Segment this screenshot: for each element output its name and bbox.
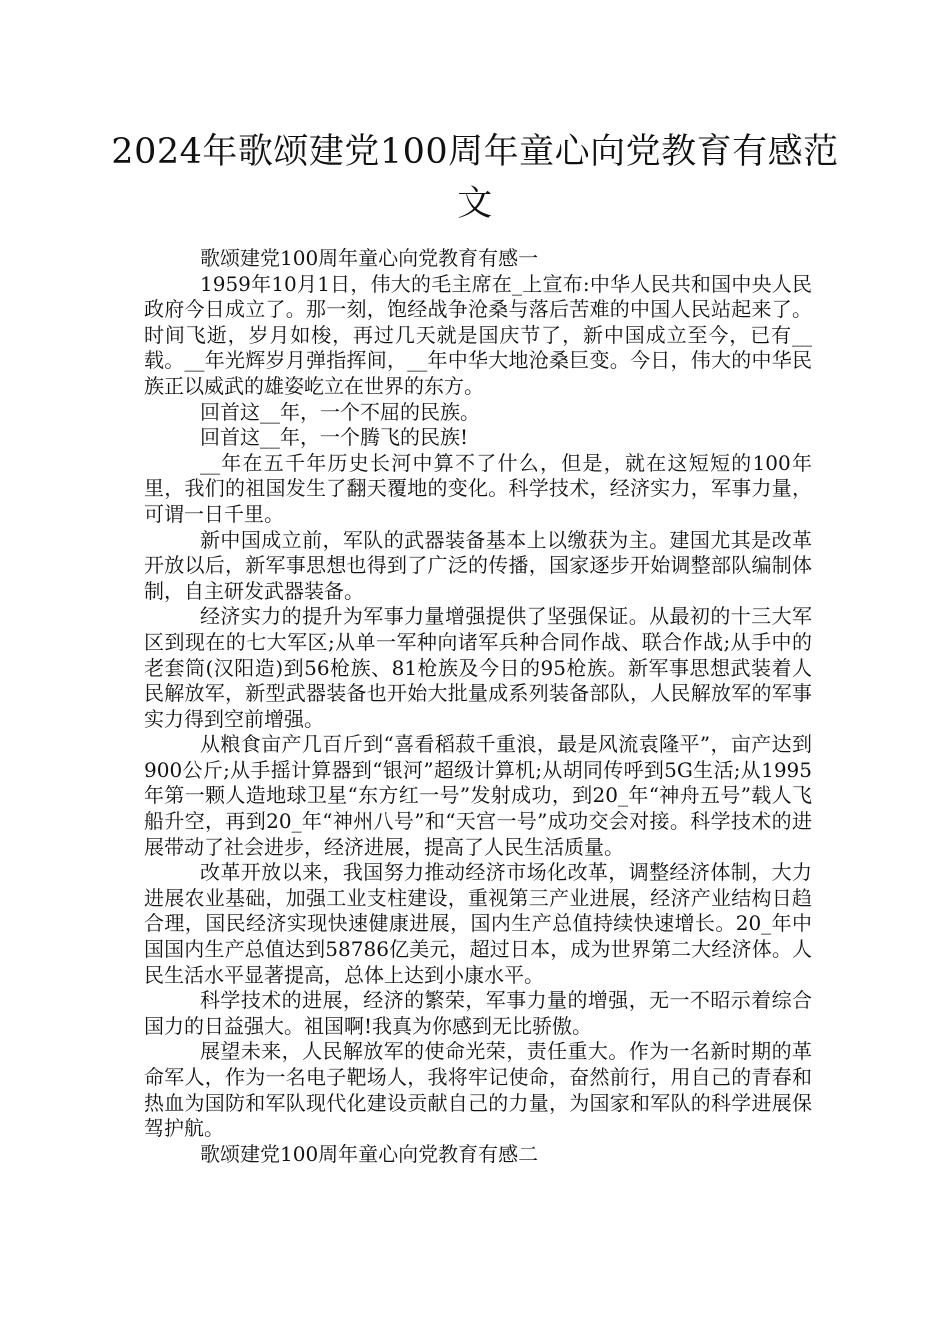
section-heading-1: 歌颂建党100周年童心向党教育有感一: [200, 246, 539, 270]
paragraph: 1959年10月1日，伟大的毛主席在_上宣布:中华人民共和国中央人民政府今日成立了。那一刻，饱经战争沧桑与落后苦难的中国人民站起来了。时间飞逝，岁月如梭，再过几天就是国庆节了，新中国成立至今，已有__载。__年光辉岁月弹指挥间，__年中华大地沧桑巨变。今日，伟大的中华民族正以威武的雄姿屹立在世界的东方。: [144, 271, 812, 398]
section-heading-2: 歌颂建党100周年童心向党教育有感二: [200, 1141, 539, 1166]
paragraph: 回首这__年，一个腾飞的民族!: [200, 425, 469, 450]
paragraph: __年在五千年历史长河中算不了什么，但是，就在这短短的100年里，我们的祖国发生了翻天覆地的变化。科学技术，经济实力，军事力量，可谓一日千里。: [144, 450, 812, 526]
paragraph: 改革开放以来，我国努力推动经济市场化改革，调整经济体制，大力进展农业基础，加强工业支柱建设，重视第三产业进展，经济产业结构日趋合理，国民经济实现快速健康进展，国内生产总值持续快速增长。20_年中国国内生产总值达到58786亿美元，超过日本，成为世界第二大经济体。人民生活水平显著提高，总体上达到小康水平。: [144, 860, 812, 987]
paragraph: 从粮食亩产几百斤到“喜看稻菽千重浪，最是风流袁隆平”，亩产达到900公斤;从手摇计算器到“银河”超级计算机;从胡同传呼到5G生活;从1995年第一颗人造地球卫星“东方红一号”发射成功，到20_年“神舟五号”载人飞船升空，再到20_年“神州八号”和“天宫一号”成功交会对接。科学技术的进展带动了社会进步，经济进展，提高了人民生活质量。: [144, 732, 812, 859]
document-title: 2024年歌颂建党100周年童心向党教育有感范文: [111, 132, 839, 224]
document-body: [144, 246, 812, 1167]
paragraph: 经济实力的提升为军事力量增强提供了坚强保证。从最初的十三大军区到现在的七大军区;从单一军种向诸军兵种合同作战、联合作战;从手中的老套筒(汉阳造)到56枪族、81枪族及今日的95枪族。新军事思想武装着人民解放军，新型武器装备也开始大批量成系列装备部队，人民解放军的军事实力得到空前增强。: [144, 604, 812, 731]
paragraph: 回首这__年，一个不屈的民族。: [200, 399, 480, 424]
paragraph: 新中国成立前，军队的武器装备基本上以缴获为主。建国尤其是改革开放以后，新军事思想也得到了广泛的传播，国家逐步开始调整部队编制体制，自主研发武器装备。: [144, 527, 812, 603]
paragraph: 展望未来，人民解放军的使命光荣，责任重大。作为一名新时期的革命军人，作为一名电子靶场人，我将牢记使命，奋然前行，用自己的青春和热血为国防和军队现代化建设贡献自己的力量，为国家和军队的科学进展保驾护航。: [144, 1039, 812, 1141]
paragraph: 科学技术的进展，经济的繁荣，军事力量的增强，无一不昭示着综合国力的日益强大。祖国啊!我真为你感到无比骄傲。: [144, 988, 812, 1038]
